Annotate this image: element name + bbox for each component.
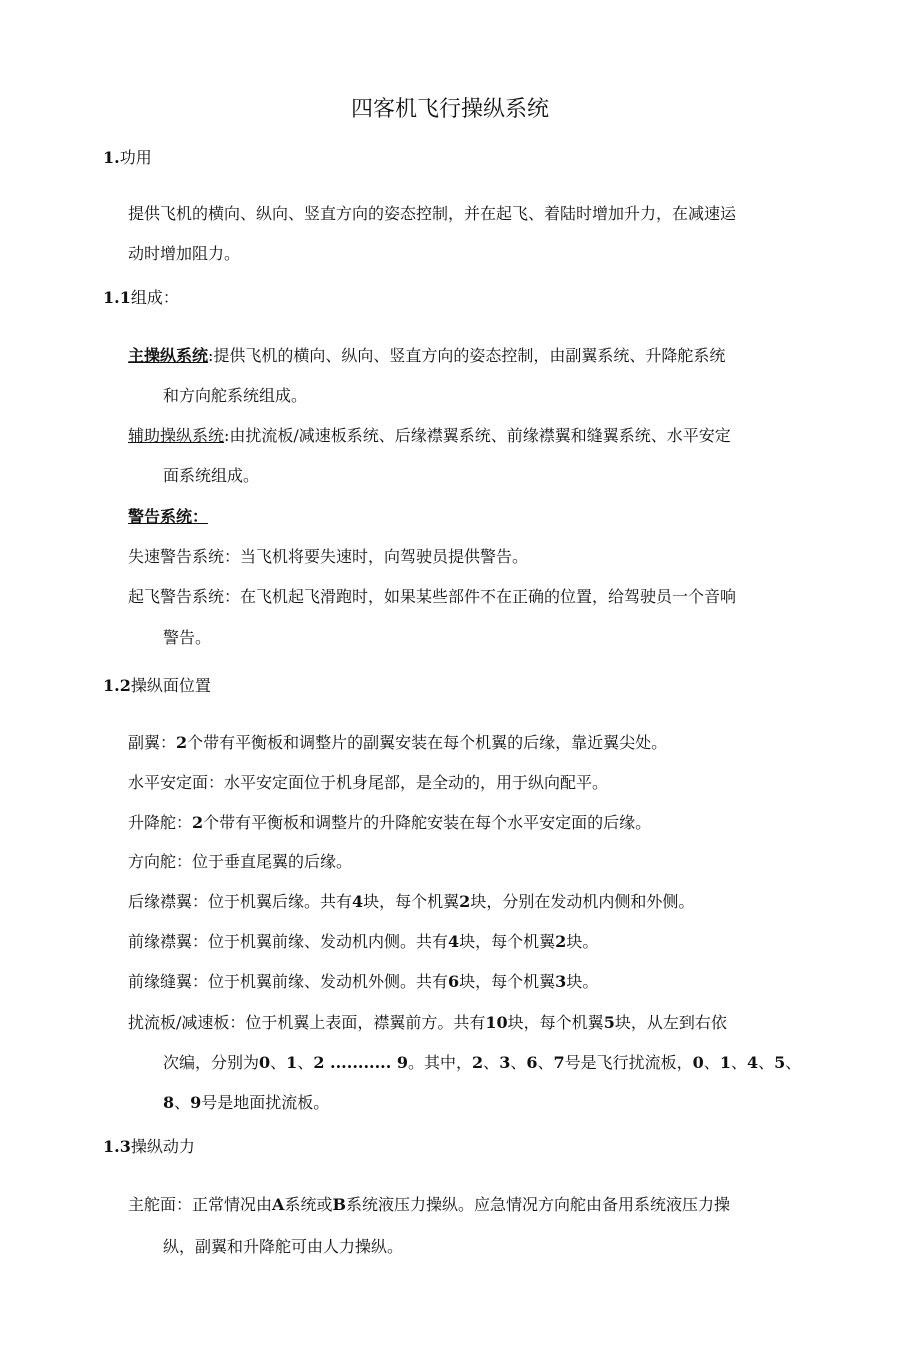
rudder-line: 方向舵：位于垂直尾翼的后缘。 [128,852,353,871]
text-run: 升降舵： [128,813,193,832]
section-number: 1.3 [103,1137,131,1156]
section-label: 操纵面位置 [130,676,211,695]
term-description: :由扰流板/减速板系统、后缘襟翼系统、前缘襟翼和缝翼系统、水平安定 [224,426,731,445]
section-heading-1-3 [103,1137,195,1157]
text-run: 、 [174,1093,191,1112]
text-run: 。其中， [408,1053,473,1072]
text-run: 主舵面：正常情况由 [128,1195,273,1214]
paragraph-line: 动时增加阻力。 [128,244,241,263]
text-run: 、 [730,1053,747,1072]
text-run: 块。 [566,972,599,991]
te-flap-line [128,892,694,912]
text-run: 块，分别在发动机内侧和外侧。 [470,892,695,911]
text-run: 副翼： [128,733,177,752]
stabilizer-line: 水平安定面：水平安定面位于机身尾部，是全动的，用于纵向配平。 [128,773,609,792]
text-run: 、 [510,1053,527,1072]
number: 1 [286,1053,298,1072]
number: 6 [448,972,460,991]
text-run: 块，每个机翼 [363,892,460,911]
text-run: 、 [703,1053,720,1072]
paragraph-line: 纵，副翼和升降舵可由人力操纵。 [163,1237,404,1256]
section-label: 组成： [130,288,179,307]
number: 4 [448,932,460,951]
le-slat-line [128,972,598,992]
text-run: 号是地面扰流板。 [201,1093,330,1112]
number: 2 [192,813,204,832]
text-run: 、 [483,1053,500,1072]
text-run: 、 [537,1053,554,1072]
number: 8 [163,1093,175,1112]
number: 3 [555,972,567,991]
term-aux-control: 辅助操纵系统 [128,426,225,445]
number: 3 [499,1053,511,1072]
section-label: 操纵动力 [130,1137,195,1156]
number: 10 [485,1013,508,1032]
text-run: 、 [270,1053,287,1072]
text-run: 块，每个机翼 [459,932,556,951]
text-run: 块，每个机翼 [507,1013,604,1032]
text-run: 后缘襟翼：位于机翼后缘。共有 [128,892,353,911]
section-heading-1 [103,148,152,168]
section-number: 1.1 [103,288,131,307]
paragraph-line: 面系统组成。 [163,466,260,485]
le-flap-line [128,932,598,952]
text-run: 个带有平衡板和调整片的副翼安装在每个机翼的后缘，靠近翼尖处。 [187,733,668,752]
main-control-line [128,346,725,366]
paragraph-line: 警告。 [163,628,212,647]
aux-control-line [128,426,731,446]
number: 7 [553,1053,565,1072]
text-run: 前缘襟翼：位于机翼前缘、发动机内侧。共有 [128,932,449,951]
text-run: 次编，分别为 [163,1053,260,1072]
number: 9 [190,1093,202,1112]
number: 2 [555,932,567,951]
number: 4 [746,1053,759,1072]
number: 2 [459,892,471,911]
number: 2 ........... 9 [313,1053,409,1072]
text-run: 前缘缝翼：位于机翼前缘、发动机外侧。共有 [128,972,449,991]
text-run: 扰流板/减速板：位于机翼上表面，襟翼前方。共有 [128,1013,486,1032]
letter: B [332,1195,346,1214]
text-run: 系统或 [284,1195,333,1214]
paragraph-line: 提供飞机的横向、纵向、竖直方向的姿态控制，并在起飞、着陆时增加升力，在减速运 [128,204,737,223]
aileron-line [128,733,667,753]
number: 2 [176,733,188,752]
text-run: 、 [297,1053,314,1072]
number: 2 [472,1053,484,1072]
section-heading-1-1 [103,288,179,308]
number: 6 [526,1053,538,1072]
text-run: 个带有平衡板和调整片的升降舵安装在每个水平安定面的后缘。 [203,813,652,832]
letter: A [272,1195,285,1214]
page-title: 四客机飞行操纵系统 [351,97,550,122]
number: 5 [603,1013,615,1032]
text-run: 、 [758,1053,775,1072]
text-run: 块，每个机翼 [459,972,556,991]
section-number: 1. [103,148,120,167]
text-run: 、 [785,1053,802,1072]
number: 1 [719,1053,731,1072]
term-description: :提供飞机的横向、纵向、竖直方向的姿态控制，由副翼系统、升降舵系统 [208,346,726,365]
term-main-control: 主操纵系统 [128,346,209,365]
term-warning-system: 警告系统： [128,507,209,526]
number: 0 [259,1053,271,1072]
section-label: 功用 [119,148,152,167]
stall-warning-line: 失速警告系统：当飞机将要失速时，向驾驶员提供警告。 [128,547,529,566]
spoiler-line-2 [163,1053,801,1073]
section-number: 1.2 [103,676,131,695]
number: 5 [774,1053,786,1072]
primary-surface-line [128,1195,730,1215]
number: 4 [352,892,364,911]
takeoff-warning-line: 起飞警告系统：在飞机起飞滑跑时，如果某些部件不在正确的位置，给驾驶员一个音响 [128,587,737,606]
text-run: 块，从左到右依 [614,1013,727,1032]
text-run: 系统液压力操纵。应急情况方向舵由备用系统液压力操 [345,1195,730,1214]
elevator-line [128,813,651,833]
spoiler-line-3 [163,1093,329,1113]
paragraph-line: 和方向舵系统组成。 [163,386,308,405]
text-run: 号是飞行扰流板， [564,1053,693,1072]
spoiler-line-1 [128,1013,727,1033]
text-run: 块。 [566,932,599,951]
section-heading-1-2 [103,676,211,696]
number: 0 [692,1053,704,1072]
